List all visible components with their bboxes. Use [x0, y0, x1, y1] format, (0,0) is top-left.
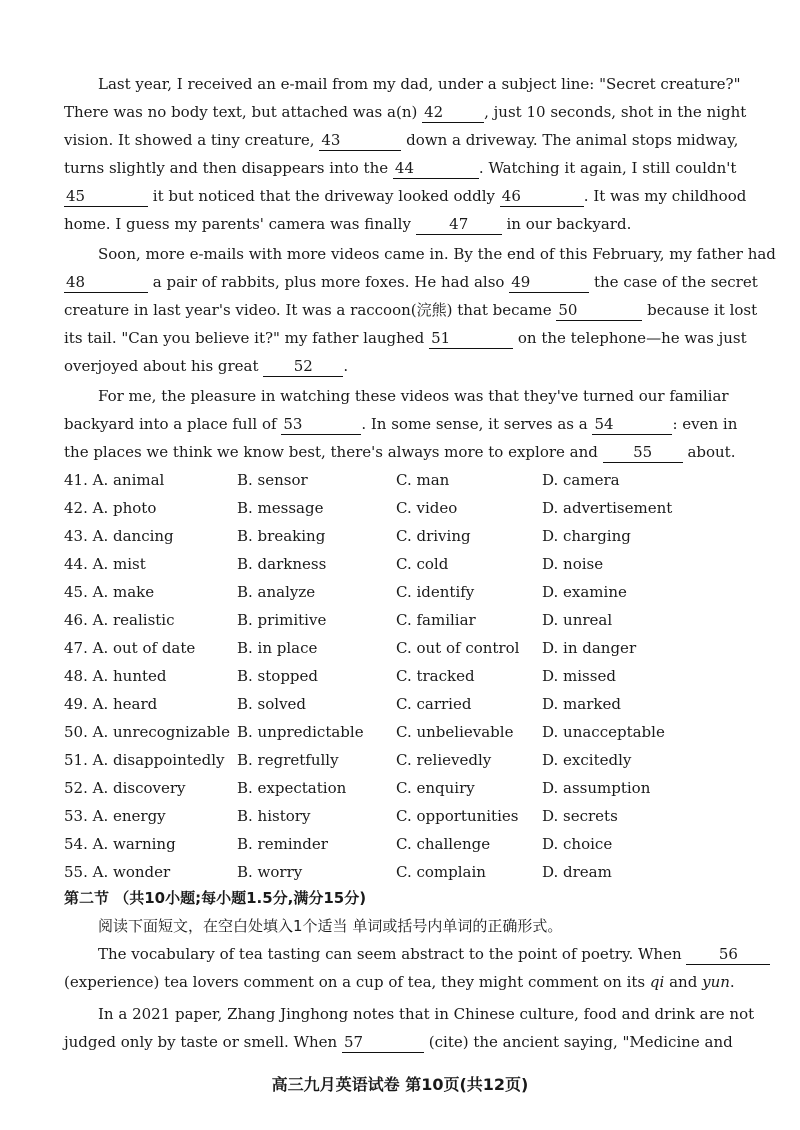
option-row-44: [64, 550, 704, 578]
blank-56: 56: [686, 944, 770, 965]
option-a: 46. A. realistic: [64, 611, 175, 629]
option-b: B. history: [237, 807, 311, 825]
passage-paragraph-2: [64, 240, 776, 380]
blank-51: 51: [429, 328, 513, 349]
option-a: 47. A. out of date: [64, 639, 196, 657]
option-a: 41. A. animal: [64, 471, 165, 489]
option-d: D. charging: [542, 527, 631, 545]
option-row-53: [64, 802, 704, 830]
option-row-51: [64, 746, 704, 774]
option-d: D. dream: [542, 863, 612, 881]
option-d: D. unreal: [542, 611, 613, 629]
option-b: B. solved: [237, 695, 307, 713]
text-line: 45 it but noticed that the driveway looked oddly 46 . It was my childhood: [66, 187, 747, 205]
section-instruction: 阅读下面短文，在空白处填入1个适当 单词或括号内单词的正确形式。: [98, 917, 563, 935]
option-c: C. out of control: [396, 639, 520, 657]
page-footer: 高三九月英语试卷 第10页(共12页): [271, 1075, 529, 1094]
blank-48: 48: [64, 272, 148, 293]
text-line: Soon, more e-mails with more videos came in. By the end of this February, my father had: [98, 245, 776, 263]
section2-paragraph-2: [64, 1000, 755, 1056]
option-b: B. expectation: [237, 779, 347, 797]
option-c: C. unbelievable: [396, 723, 514, 741]
option-a: 43. A. dancing: [64, 527, 174, 545]
text-line: judged only by taste or smell. When 57 (cite) the ancient saying, "Medicine and: [64, 1033, 733, 1051]
blank-54: 54: [592, 414, 672, 435]
option-d: D. advertisement: [542, 499, 673, 517]
option-b: B. regretfully: [237, 751, 339, 769]
blank-47: 47: [416, 214, 502, 235]
text-line: turns slightly and then disappears into the 44 . Watching it again, I still couldn't: [64, 159, 737, 177]
option-b: B. reminder: [237, 835, 328, 853]
passage-paragraph-3: [64, 382, 738, 466]
text-line: backyard into a place full of 53 . In some sense, it serves as a 54 : even in: [64, 415, 738, 433]
option-b: B. in place: [237, 639, 318, 657]
text-line: overjoyed about his great 52 .: [64, 357, 349, 375]
text-line: the places we think we know best, there's always more to explore and 55 about.: [64, 443, 736, 461]
text-line: The vocabulary of tea tasting can seem abstract to the point of poetry. When 56: [64, 940, 692, 968]
option-b: B. primitive: [237, 611, 327, 629]
option-b: B. worry: [237, 863, 303, 881]
option-d: D. unacceptable: [542, 723, 665, 741]
option-row-47: [64, 634, 704, 662]
option-d: D. in danger: [542, 639, 637, 657]
option-row-46: [64, 606, 704, 634]
option-a: 50. A. unrecognizable: [64, 723, 230, 741]
text-line: (experience) tea lovers comment on a cup of tea, they might comment on its qi and yun.: [64, 973, 735, 991]
blank-46: 46: [500, 186, 584, 207]
option-a: 52. A. discovery: [64, 779, 186, 797]
option-d: D. secrets: [542, 807, 618, 825]
option-a: 55. A. wonder: [64, 863, 171, 881]
text-line: For me, the pleasure in watching these videos was that they've turned our familiar: [98, 387, 729, 405]
blank-49: 49: [509, 272, 589, 293]
option-d: D. assumption: [542, 779, 651, 797]
option-b: B. analyze: [237, 583, 316, 601]
option-c: C. driving: [396, 527, 471, 545]
text-line: In a 2021 paper, Zhang Jinghong notes that in Chinese culture, food and drink are not: [98, 1005, 755, 1023]
option-d: D. marked: [542, 695, 621, 713]
section-title: 第二节 （共10小题;每小题1.5分,满分15分): [64, 889, 367, 907]
option-c: C. familiar: [396, 611, 476, 629]
option-d: D. noise: [542, 555, 604, 573]
option-row-42: [64, 494, 704, 522]
option-b: B. stopped: [237, 667, 318, 685]
blank-44: 44: [393, 158, 479, 179]
option-a: 48. A. hunted: [64, 667, 167, 685]
option-d: D. camera: [542, 471, 620, 489]
option-a: 49. A. heard: [64, 695, 158, 713]
text-line: 48 a pair of rabbits, plus more foxes. He had also 49 the case of the secret: [66, 273, 758, 291]
option-row-55: [64, 858, 704, 886]
text-line: There was no body text, but attached was a(n) 42 , just 10 seconds, shot in the night: [64, 103, 747, 121]
text-line: home. I guess my parents' camera was finally 47 in our backyard.: [64, 215, 632, 233]
option-row-54: [64, 830, 704, 858]
option-c: C. man: [396, 471, 450, 489]
blank-42: 42: [422, 102, 484, 123]
text-line: vision. It showed a tiny creature, 43 down a driveway. The animal stops midway,: [64, 131, 739, 149]
blank-52: 52: [263, 356, 343, 377]
option-c: C. enquiry: [396, 779, 475, 797]
option-c: C. opportunities: [396, 807, 519, 825]
option-b: B. unpredictable: [237, 723, 364, 741]
option-d: D. choice: [542, 835, 613, 853]
option-c: C. challenge: [396, 835, 491, 853]
option-d: D. missed: [542, 667, 616, 685]
option-d: D. examine: [542, 583, 627, 601]
text-line: its tail. "Can you believe it?" my father laughed 51 on the telephone—he was just: [64, 329, 747, 347]
option-b: B. sensor: [237, 471, 308, 489]
option-b: B. darkness: [237, 555, 327, 573]
option-d: D. excitedly: [542, 751, 632, 769]
option-c: C. carried: [396, 695, 472, 713]
option-row-45: [64, 578, 704, 606]
option-row-49: [64, 690, 704, 718]
option-a: 42. A. photo: [64, 499, 157, 517]
option-c: C. tracked: [396, 667, 475, 685]
option-a: 51. A. disappointedly: [64, 751, 225, 769]
option-c: C. relievedly: [396, 751, 492, 769]
blank-53: 53: [281, 414, 361, 435]
section2-paragraph-1: [64, 940, 738, 996]
option-c: C. identify: [396, 583, 475, 601]
blank-45: 45: [64, 186, 148, 207]
blank-57: 57: [342, 1032, 424, 1053]
option-row-50: [64, 718, 704, 746]
text-line: Last year, I received an e-mail from my dad, under a subject line: "Secret creature?": [98, 75, 741, 93]
option-row-52: [64, 774, 704, 802]
option-b: B. message: [237, 499, 324, 517]
option-b: B. breaking: [237, 527, 326, 545]
blank-55: 55: [603, 442, 683, 463]
option-c: C. video: [396, 499, 458, 517]
text-line: creature in last year's video. It was a raccoon(浣熊) that became 50 because it lost: [64, 301, 758, 319]
option-a: 54. A. warning: [64, 835, 176, 853]
passage-paragraph-1: [64, 70, 747, 238]
option-a: 44. A. mist: [64, 555, 146, 573]
option-a: 45. A. make: [64, 583, 155, 601]
option-a: 53. A. energy: [64, 807, 166, 825]
blank-43: 43: [319, 130, 401, 151]
option-row-43: [64, 522, 704, 550]
blank-50: 50: [556, 300, 642, 321]
option-c: C. complain: [396, 863, 486, 881]
option-row-41: [64, 466, 704, 494]
option-c: C. cold: [396, 555, 449, 573]
option-row-48: [64, 662, 704, 690]
